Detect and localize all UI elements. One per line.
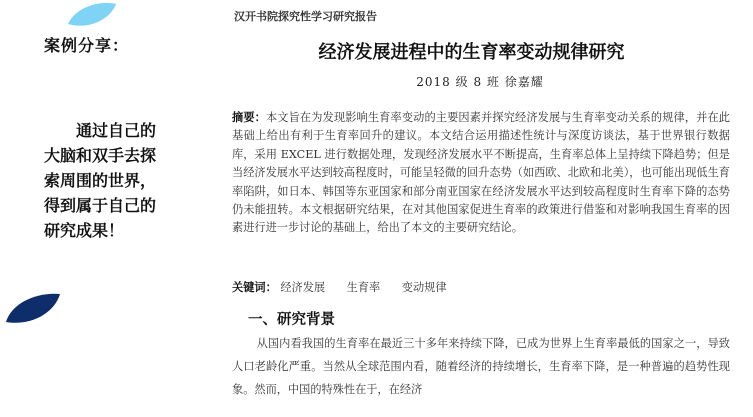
case-share-title: 案例分享： bbox=[44, 36, 130, 55]
research-report-document bbox=[230, 0, 753, 417]
report-header: 汉开书院探究性学习研究报告 bbox=[234, 10, 377, 23]
abstract-label: 摘要： bbox=[232, 110, 266, 124]
abstract bbox=[232, 108, 730, 238]
keywords bbox=[232, 279, 465, 295]
abstract-text: 本文旨在为发现影响生育率变动的主要因素并探究经济发展与生育率变动关系的规律，并在此基础上给出有利于生育率回升的建议。本文结合运用描述性统计与深度访谈法，基于世界银行数据库，采用 EXCEL 进行数据处理，发现经济发展水平不断提高，生育率总体上呈持续下降趋势；但是当经济发展水平达到较高程度时，可能呈轻微的回升态势（如西欧、北欧和北美），也可能出现低生育率陷阱，如日本、韩国等东亚国家和部分南亚国家在经济发展水平达到较高程度时生育率下降的态势仍未能扭转。本文根据研究结果，在对其他国家促进生育率的政策进行借鉴和对影响我国生育率的因素进行进一步讨论的基础上，给出了本文的主要研究结论。 bbox=[232, 111, 730, 235]
keyword: 经济发展 bbox=[280, 281, 326, 294]
navy-leaf-icon bbox=[4, 292, 62, 326]
body-paragraph: 从国内看我国的生育率在最近三十多年来持续下降，已成为世界上生育率最低的国家之一，导致人口老龄化严重。当然从全球范围内看，随着经济的持续增长，生育率下降，是一种普遍的趋势性现象。然而，中国的特殊性在于，在经济 bbox=[232, 337, 730, 396]
keyword: 生育率 bbox=[346, 281, 381, 294]
report-author: 2018 级 8 班 徐嘉耀 bbox=[416, 75, 544, 89]
keyword: 变动规律 bbox=[401, 281, 447, 294]
case-share-text: 通过自己的大脑和双手去探索周围的世界，得到属于自己的研究成果！ bbox=[44, 121, 157, 240]
report-title: 经济发展进程中的生育率变动规律研究 bbox=[318, 42, 625, 63]
light-blue-leaf-icon bbox=[66, 2, 118, 28]
keywords-label: 关键词： bbox=[232, 280, 277, 294]
section-heading: 一、研究背景 bbox=[248, 311, 335, 328]
